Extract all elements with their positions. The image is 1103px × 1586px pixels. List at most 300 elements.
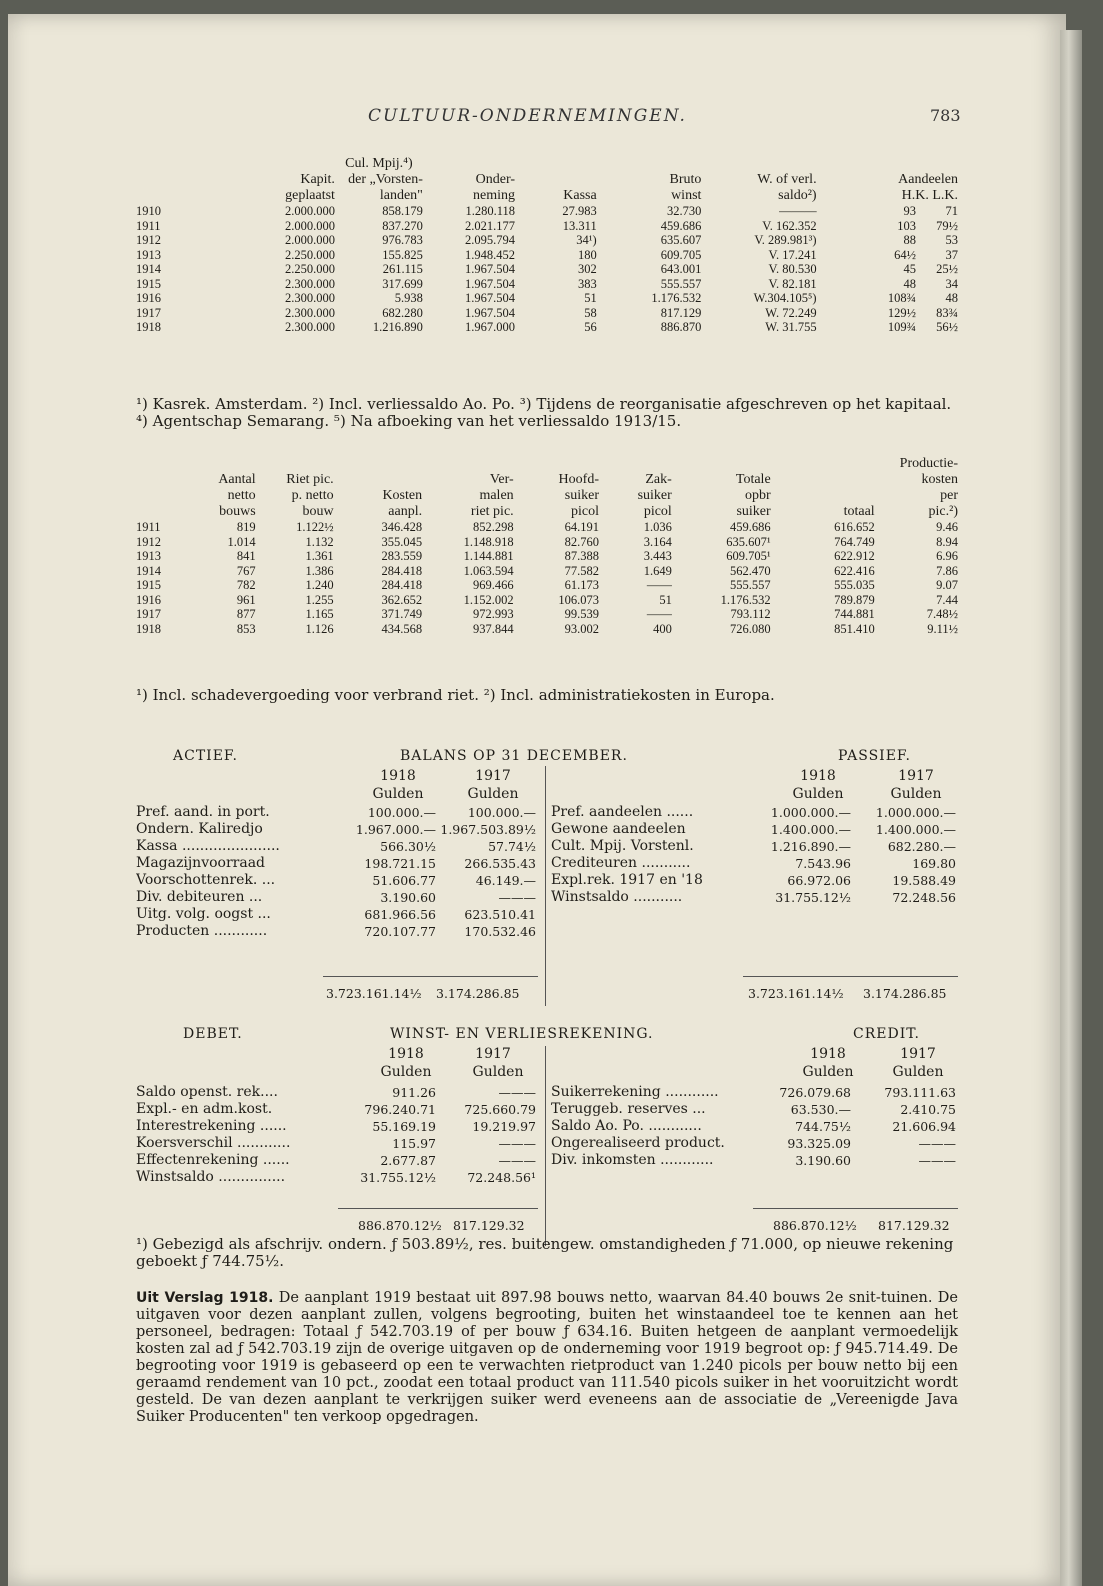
credit-total-1918: 886.870.12½ [773,1218,857,1233]
value-cell: 1.144.881 [463,549,514,563]
ledger-value: 2.677.87 [380,1153,436,1168]
ledger-label: Uitg. volg. oogst ... [136,906,271,922]
table-row [136,564,958,579]
ledger-value: 93.325.09 [787,1136,851,1151]
value-cell: 9.11½ [927,621,958,636]
value-cell: 793.112 [730,607,771,621]
value-cell: 2.300.000 [284,276,335,291]
year-header: 1917 [475,768,511,784]
ledger-label: Suikerrekening ............ [551,1084,719,1100]
year-cell: 1913 [136,549,161,563]
value-cell: 58 [584,305,597,320]
value-cell: 562.470 [730,563,771,578]
debet-total-1917: 817.129.32 [453,1218,525,1233]
ledger-label: Magazijnvoorraad [136,855,266,871]
value-cell: 789.879 [834,592,875,607]
report-heading: Uit Verslag 1918. [136,1290,274,1306]
debet-total-1918: 886.870.12½ [358,1218,442,1233]
value-cell: 555.557 [660,276,702,291]
table-row [136,277,958,292]
ledger-value: 726.079.68 [779,1085,851,1100]
ledger-label: Winstsaldo ........... [551,889,683,905]
value-cell: 108¾ [887,291,917,305]
value-cell: 2.300.000 [284,291,335,305]
value-cell: 459.686 [660,218,702,233]
debet-list [136,1084,536,1186]
ledger-row [136,855,536,872]
ledger-label: Interestrekening ...... [136,1118,287,1134]
value-cell: 64.191 [564,520,599,534]
ledger-value: 682.280.— [887,839,956,854]
ledger-value: 2.410.75 [900,1102,956,1117]
year-cell: 1910 [136,204,161,218]
value-cell: 622.416 [834,563,875,578]
table-header-row: Cul. Mpij.⁴) [345,156,413,171]
ledger-row [136,1135,536,1152]
year-cell: 1917 [136,305,161,320]
unit-header: Gulden [372,786,424,802]
value-cell: 362.652 [381,592,423,607]
value-cell: 622.912 [834,549,875,563]
value-cell: 9.07 [936,578,958,592]
ledger-label: Ongerealiseerd product. [551,1135,725,1151]
ledger-label: Pref. aand. in port. [136,804,270,820]
ledger-value: 1.000.000.— [770,805,851,820]
value-cell: 1.967.504 [465,305,516,320]
value-cell: 1.649 [643,563,672,578]
ledger-value: 725.660.79 [464,1102,536,1117]
table-row [136,535,958,550]
ledger-label: Div. inkomsten ............ [551,1152,714,1168]
credit-list [551,1084,956,1169]
table-row [136,233,958,248]
year-cell: 1918 [136,320,161,334]
ledger-value: 266.535.43 [464,856,536,871]
value-cell: 767 [236,563,256,578]
book-page [8,14,1066,1586]
value-cell: 71 [945,204,958,218]
value-cell: 103 [897,218,917,233]
table-row [136,262,958,277]
value-cell: 2.250.000 [284,262,335,276]
value-cell: 837.270 [382,218,423,233]
table-row [136,320,958,335]
ledger-value: 911.26 [392,1085,436,1100]
value-cell: 383 [577,276,597,291]
value-cell: 77.582 [564,563,599,578]
value-cell: 2.250.000 [284,247,335,262]
value-cell: 261.115 [382,262,423,276]
table-row [136,291,958,306]
ledger-row [551,1152,956,1169]
ledger-row [551,872,956,889]
value-cell: 283.559 [381,549,423,563]
ledger-row [551,804,956,821]
ledger-label: Voorschottenrek. ... [136,872,276,888]
table-row [136,607,958,622]
ledger-value: 623.510.41 [464,907,536,922]
value-cell: 56½ [936,320,958,334]
year-cell: 1916 [136,592,161,607]
table-header-row: Aantal Riet pic. Ver- Hoofd- Zak- Totale kosten [218,472,958,487]
ledger-row [136,804,536,821]
value-cell: 64½ [894,247,917,262]
value-cell: 93 [903,204,917,218]
ledger-label: Teruggeb. reserves ... [551,1101,706,1117]
value-cell: —— [646,607,672,621]
ledger-row [551,1118,956,1135]
ledger-label: Effectenrekening ...... [136,1152,290,1168]
ledger-value: 100.000.— [467,805,536,820]
value-cell: 1.255 [305,592,334,607]
ledger-label: Crediteuren ........... [551,855,691,871]
ledger-row [136,1152,536,1169]
value-cell: 643.001 [660,262,702,276]
ledger-label: Koersverschil ............ [136,1135,291,1151]
ledger-value: 72.248.56 [892,890,956,905]
value-cell: 284.418 [381,563,423,578]
table-row [136,578,958,593]
unit-header: Gulden [890,786,942,802]
ledger-value: ——— [918,1153,956,1168]
value-cell: 976.783 [382,233,423,247]
ledger-label: Saldo Ao. Po. ............ [551,1118,702,1134]
value-cell: 106.073 [558,592,599,607]
value-cell: 817.129 [660,305,702,320]
value-cell: 682.280 [382,305,423,320]
year-cell: 1917 [136,607,161,621]
ledger-row [551,838,956,855]
table1-footnote: ¹) Kasrek. Amsterdam. ²) Incl. verliessaldo Ao. Po. ³) Tijdens de reorganisatie afgeschreven op het kapitaal. ⁴) Agentschap Semarang. ⁵) Na afboeking van het verliessaldo 1913/15. [136,395,952,430]
value-cell: 2.000.000 [284,233,335,247]
value-cell: 93.002 [564,621,599,636]
value-cell: 1.014 [227,534,256,549]
value-cell: 32.730 [667,204,702,218]
value-cell: 180 [577,247,597,262]
winst-footnote: ¹) Gebezigd als afschrijv. ondern. ƒ 503.89½, res. buitengew. omstandigheden ƒ 71.000, op nieuwe rekening geboekt ƒ 744.75½. [136,1235,954,1270]
value-cell: 2.095.794 [465,233,516,247]
value-cell: 79½ [936,218,958,233]
value-cell: 555.557 [730,578,771,592]
year-cell: 1914 [136,563,161,578]
value-cell: 841 [236,549,256,563]
value-cell: 937.844 [473,621,514,636]
ledger-value: 72.248.56¹ [467,1170,536,1185]
year-cell: 1911 [136,218,161,233]
page-edge [1060,30,1082,1586]
value-cell: 1.132 [305,534,334,549]
table-header-row: Productie- [899,456,958,471]
value-cell: 13.311 [562,218,597,233]
ledger-value: 19.219.97 [472,1119,536,1134]
ledger-value: 31.755.12½ [775,890,851,905]
total-rule [338,1208,538,1209]
value-cell: 61.173 [564,578,599,592]
value-cell: V. 17.241 [768,247,817,262]
value-cell: W.304.105⁵) [753,291,817,305]
ledger-value: ——— [498,890,536,905]
value-cell: 858.179 [382,204,423,218]
value-cell: 34¹) [576,233,597,247]
value-cell: 48 [945,291,958,305]
actief-list [136,804,536,940]
ledger-value: 744.75½ [795,1119,851,1134]
ledger-value: 19.588.49 [892,873,956,888]
table-row [136,306,958,321]
financial-history-table [136,156,958,335]
ledger-value: 1.967.000.— [355,822,436,837]
value-cell: W. 31.755 [765,320,817,334]
ledger-row [136,1169,536,1186]
ledger-value: 3.190.60 [380,890,436,905]
table2-footnote: ¹) Incl. schadevergoeding voor verbrand riet. ²) Incl. administratiekosten in Europa. [136,686,775,704]
value-cell: 25½ [936,262,958,276]
value-cell: V. 289.981³) [754,233,817,247]
value-cell: 284.418 [381,578,423,592]
value-cell: 6.96 [936,549,958,563]
value-cell: 37 [945,247,958,262]
ledger-row [136,872,536,889]
ledger-label: Producten ............ [136,923,268,939]
ledger-value: ——— [498,1085,536,1100]
ledger-label: Expl.- en adm.kost. [136,1101,273,1117]
year-cell: 1912 [136,534,161,549]
value-cell: 1.948.452 [465,247,516,262]
table-header-row: bouws bouw aanpl. riet pic. picol picol suiker totaal pic.²) [219,504,958,519]
value-cell: 726.080 [730,621,771,636]
ledger-row [136,821,536,838]
value-cell: 302 [577,262,597,276]
ledger-value: 681.966.56 [364,907,436,922]
year-cell: 1915 [136,276,161,291]
ledger-value: 1.967.503.89½ [440,822,536,837]
value-cell: 9.46 [936,520,958,534]
value-cell: 2.300.000 [284,305,335,320]
ledger-row [136,838,536,855]
value-cell: 355.045 [381,534,423,549]
value-cell: 2.021.177 [465,218,516,233]
value-cell: 27.983 [562,204,597,218]
value-cell: 1.240 [305,578,334,592]
value-cell: V. 162.352 [762,218,817,233]
year-header: 1918 [380,768,416,784]
ledger-value: ——— [498,1153,536,1168]
value-cell: 8.94 [936,534,958,549]
year-cell: 1914 [136,262,161,276]
value-cell: 1.361 [305,549,334,563]
value-cell: 88 [903,233,917,247]
value-cell: 129½ [887,305,917,320]
table-header-row: netto p. netto Kosten malen suiker suiker opbr per [227,488,958,503]
ledger-row [136,1118,536,1135]
year-header: 1917 [898,768,934,784]
ledger-label: Div. debiteuren ... [136,889,263,905]
ledger-row [136,906,536,923]
value-cell: 155.825 [382,247,423,262]
value-cell: 99.539 [564,607,599,621]
year-header: 1918 [388,1046,424,1062]
ledger-value: 1.400.000.— [875,822,956,837]
value-cell: 635.607¹ [726,534,771,549]
value-cell: 1.216.890 [372,320,423,334]
value-cell: 1.148.918 [463,534,514,549]
value-cell: 877 [236,607,256,621]
ledger-row [551,1135,956,1152]
annual-report-paragraph [136,1290,958,1426]
ledger-value: 1.216.890.— [770,839,851,854]
value-cell: V. 82.181 [768,276,817,291]
table-row [136,549,958,564]
value-cell: 371.749 [381,607,423,621]
table-header-row: geplaatst landen" neming Kassa winst saldo²) H.K. L.K. [285,188,958,203]
ledger-value: 57.74½ [488,839,536,854]
value-cell: 616.652 [834,520,875,534]
actief-total-1917: 3.174.286.85 [436,986,520,1001]
ledger-value: 198.721.15 [364,856,436,871]
unit-header: Gulden [792,786,844,802]
value-cell: 1.165 [305,607,334,621]
value-cell: 7.44 [936,592,958,607]
value-cell: V. 80.530 [768,262,817,276]
passief-total-1918: 3.723.161.14½ [748,986,844,1001]
total-rule [753,1208,958,1209]
ledger-value: 1.000.000.— [875,805,956,820]
year-cell: 1915 [136,578,161,592]
value-cell: 1.280.118 [465,204,516,218]
ledger-value: 21.606.94 [892,1119,956,1134]
value-cell: 1.122½ [296,520,334,534]
ledger-value: 100.000.— [367,805,436,820]
value-cell: 87.388 [564,549,599,563]
value-cell: 434.568 [381,621,423,636]
page-number: 783 [930,106,961,125]
value-cell: 1.036 [643,520,672,534]
year-header: 1917 [900,1046,936,1062]
value-cell: 555.035 [834,578,875,592]
value-cell: 400 [653,621,672,636]
ledger-row [136,1101,536,1118]
ledger-label: Winstsaldo ............... [136,1169,286,1185]
debet-heading: DEBET. [183,1026,243,1042]
total-rule [743,976,958,977]
value-cell: 2.300.000 [284,320,335,334]
value-cell: 5.938 [394,291,423,305]
ledger-row [136,889,536,906]
ledger-row [551,1101,956,1118]
ledger-row [551,855,956,872]
balans-title: BALANS OP 31 DECEMBER. [400,748,628,764]
value-cell: 782 [236,578,256,592]
value-cell: 45 [903,262,917,276]
value-cell: W. 72.249 [765,305,817,320]
value-cell: 819 [236,520,256,534]
unit-header: Gulden [802,1064,854,1080]
value-cell: 972.993 [473,607,514,621]
value-cell: 1.386 [305,563,334,578]
value-cell: 886.870 [660,320,702,334]
value-cell: 764.749 [834,534,875,549]
year-cell: 1913 [136,247,161,262]
value-cell: 635.607 [660,233,702,247]
value-cell: 2.000.000 [284,204,335,218]
unit-header: Gulden [380,1064,432,1080]
value-cell: 51 [659,592,672,607]
ledger-value: 31.755.12½ [360,1170,436,1185]
table-row [136,204,958,219]
year-header: 1917 [475,1046,511,1062]
value-cell: 3.443 [643,549,672,563]
table-row [136,219,958,234]
ledger-label: Expl.rek. 1917 en '18 [551,872,703,888]
value-cell: 83¾ [936,305,958,320]
value-cell: 1.176.532 [720,592,771,607]
value-cell: 2.000.000 [284,218,335,233]
value-cell: 1.967.504 [465,276,516,291]
ledger-value: 793.111.63 [884,1085,956,1100]
ledger-value: 170.532.46 [464,924,536,939]
ledger-value: 46.149.— [475,873,536,888]
value-cell: 744.881 [834,607,875,621]
production-table [136,456,958,636]
running-title: CULTUUR-ONDERNEMINGEN. [368,106,687,126]
table-header-row: Kapit. der „Vorsten- Onder- Bruto W. of verl. Aandeelen [300,172,958,187]
ledger-value: 51.606.77 [372,873,436,888]
ledger-label: Kassa ...................... [136,838,280,854]
ledger-value: 115.97 [392,1136,436,1151]
ledger-value: ——— [498,1136,536,1151]
year-cell: 1911 [136,520,161,534]
ledger-row [551,821,956,838]
ledger-value: ——— [918,1136,956,1151]
passief-list [551,804,956,906]
value-cell: 82.760 [564,534,599,549]
table-row [136,593,958,608]
value-cell: ——— [779,204,817,218]
ledger-value: 7.543.96 [795,856,851,871]
year-cell: 1916 [136,291,161,305]
passief-total-1917: 3.174.286.85 [863,986,947,1001]
ledger-value: 3.190.60 [795,1153,851,1168]
value-cell: 3.164 [643,534,672,549]
value-cell: 1.063.594 [463,563,514,578]
value-cell: 459.686 [730,520,771,534]
value-cell: 609.705 [660,247,702,262]
value-cell: 851.410 [834,621,875,636]
value-cell: 961 [236,592,256,607]
ledger-row [136,923,536,940]
ledger-label: Ondern. Kaliredjo [136,821,263,837]
value-cell: 56 [584,320,597,334]
ledger-label: Pref. aandeelen ...... [551,804,694,820]
ledger-label: Cult. Mpij. Vorstenl. [551,838,694,854]
value-cell: 48 [903,276,917,291]
value-cell: 1.176.532 [651,291,702,305]
value-cell: 51 [584,291,597,305]
column-divider [545,766,546,1006]
actief-heading: ACTIEF. [173,748,238,764]
value-cell: 1.152.002 [463,592,514,607]
value-cell: 1.967.000 [465,320,516,334]
unit-header: Gulden [892,1064,944,1080]
ledger-row [136,1084,536,1101]
year-cell: 1912 [136,233,161,247]
value-cell: 7.86 [936,563,958,578]
table-row [136,520,958,535]
winst-title: WINST- EN VERLIESREKENING. [390,1026,654,1042]
ledger-value: 1.400.000.— [770,822,851,837]
value-cell: —— [646,578,672,592]
ledger-row [551,1084,956,1101]
